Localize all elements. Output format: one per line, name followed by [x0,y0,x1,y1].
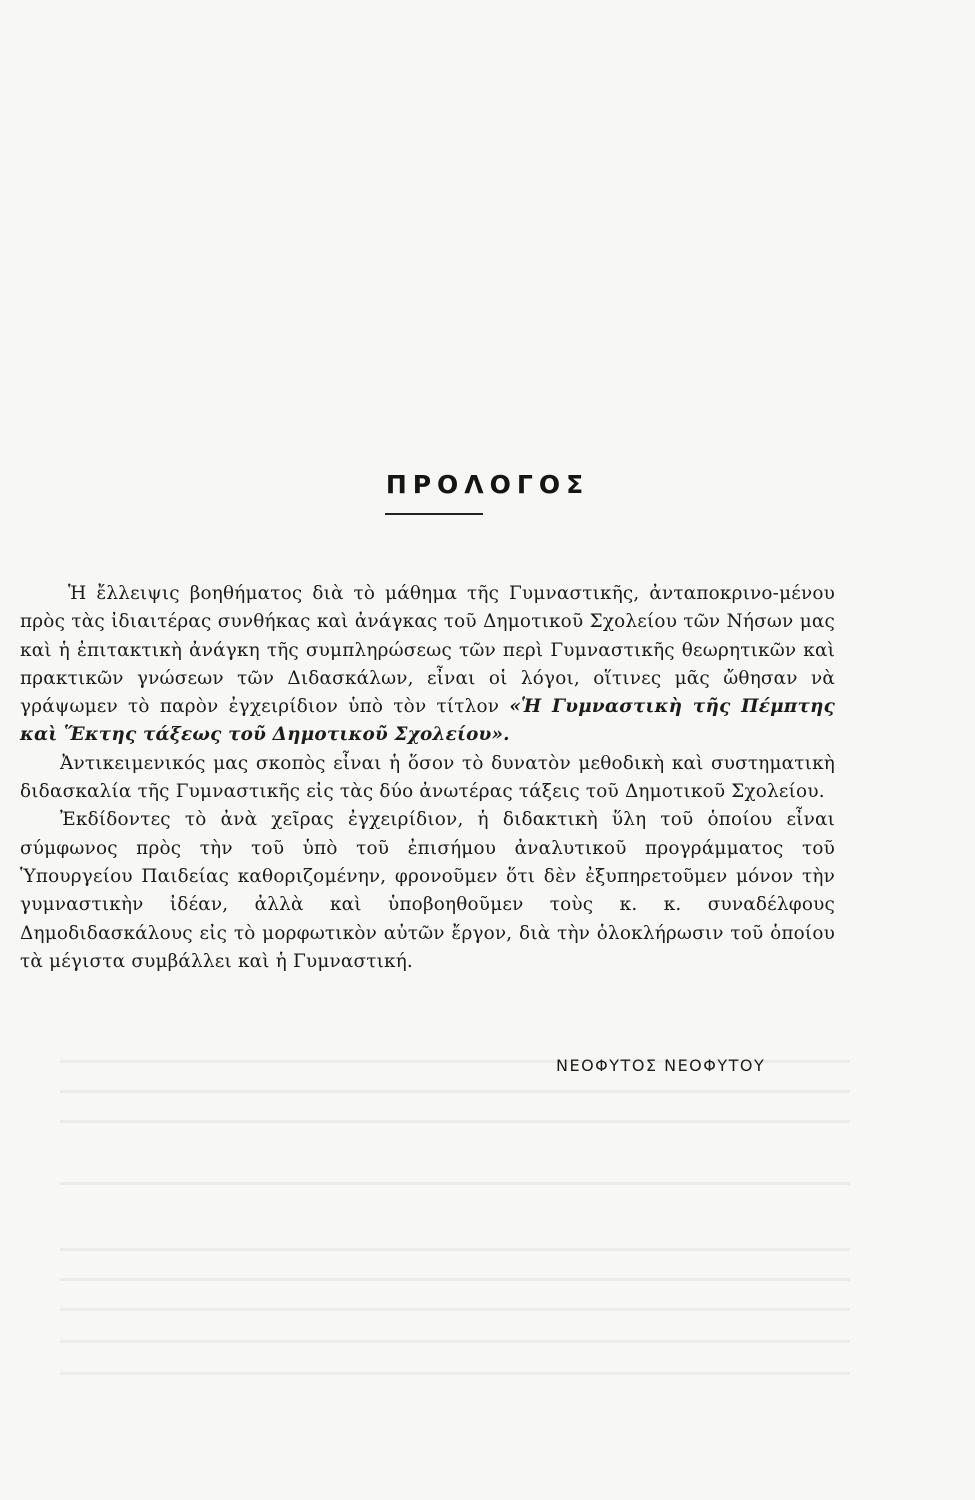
show-through-line [60,1278,850,1281]
page-title: ΠΡΟΛΟΓΟΣ [385,470,590,499]
paragraph-3: Ἐκδίδοντες τὸ ἀνὰ χεῖρας ἐγχειρίδιον, ἡ διδακτικὴ ὕλη τοῦ ὁποίου εἶναι σύμφωνος πρὸς τὴν τοῦ ὑπὸ τοῦ ἐπισήμου ἀναλυτικοῦ προγράμματος τοῦ Ὑπουργείου Παιδείας καθοριζομένην, φρονοῦμεν ὅτι δὲν ἐξυπηρετοῦμεν μόνον τὴν γυμναστικὴν ἰδέαν, ἀλλὰ καὶ ὑποβοηθοῦμεν τοὺς κ. κ. συναδέλφους Δημοδιδασκάλους εἰς τὸ μορφωτικὸν αὐτῶν ἔργον, διὰ τὴν ὁλοκλήρωσιν τοῦ ὁποίου τὰ μέγιστα συμβάλλει καὶ ἡ Γυμναστική. [20,809,835,972]
paragraph-2: Ἀντικειμενικός μας σκοπὸς εἶναι ἡ ὅσον τὸ δυνατὸν μεθοδικὴ καὶ συστηματικὴ διδασκαλία τῆς Γυμναστικῆς εἰς τὰς δύο ἀνωτέρας τάξεις τοῦ Δημοτικοῦ Σχολείου. [20,752,835,803]
show-through-line [60,1340,850,1343]
paragraph-1-text: Ἡ ἔλλειψις βοηθήματος διὰ τὸ μάθημα τῆς Γυμναστικῆς, ἀνταποκρινο-μένου πρὸς τὰς ἰδιαιτέρας συνθήκας καὶ ἀνάγκας τοῦ Δημοτικοῦ Σχολείου τῶν Νήσων μας καὶ ἡ ἐπιτακτικὴ ἀνάγκη τῆς συμπληρώσεως τῶν περὶ Γυμναστικῆς θεωρητικῶν καὶ πρακτικῶν γνώσεων τῶν Διδασκάλων, εἶναι οἱ λόγοι, οἵτινες μᾶς ὤθησαν νὰ γράψωμεν τὸ παρὸν ἐγχειρίδιον ὑπὸ τὸν τίτλον [20,583,835,718]
title-underline [385,513,483,515]
author-signature: ΝΕΟΦΥΤΟΣ ΝΕΟΦΥΤΟΥ [556,1056,766,1075]
show-through-line [60,1372,850,1375]
preface-body [20,580,835,976]
show-through-line [60,1182,850,1185]
book-title-emphasis: «Ἡ Γυμναστικὴ τῆς Πέμπτης καὶ Ἕκτης τάξεως τοῦ Δημοτικοῦ Σχολείου». [20,696,835,746]
show-through-line [60,1090,850,1093]
show-through-line [60,1120,850,1123]
show-through-line [60,1248,850,1251]
show-through-line [60,1308,850,1311]
paragraph-1 [20,580,835,750]
